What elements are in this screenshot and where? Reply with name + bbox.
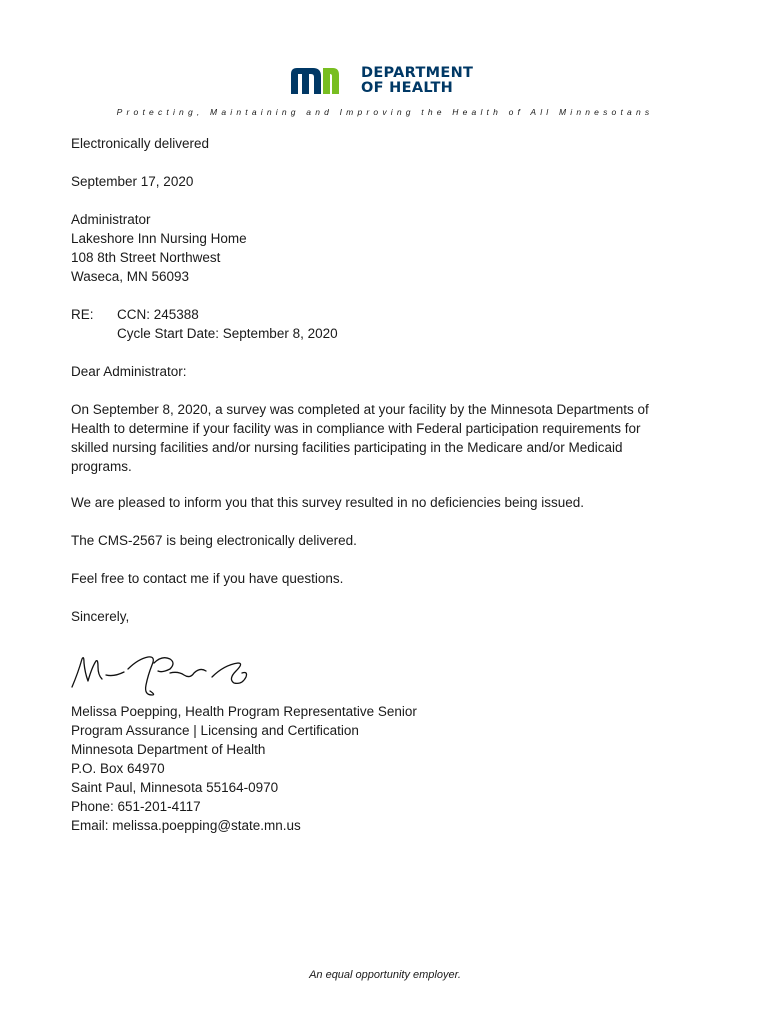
re-reference bbox=[117, 305, 338, 343]
signer-name-title: Melissa Poepping, Health Program Representative Senior bbox=[71, 704, 417, 719]
mn-logo bbox=[289, 66, 341, 96]
recipient-line: 108 8th Street Northwest bbox=[71, 250, 221, 265]
letter-date: September 17, 2020 bbox=[71, 174, 194, 189]
body-paragraph: We are pleased to inform you that this survey resulted in no deficiencies being issued. bbox=[71, 495, 585, 510]
signer-city: Saint Paul, Minnesota 55164-0970 bbox=[71, 780, 279, 795]
re-ccn: CCN: 245388 bbox=[117, 307, 199, 322]
signer-unit: Program Assurance | Licensing and Certification bbox=[71, 723, 359, 738]
letterhead bbox=[0, 60, 770, 100]
department-line-2: OF HEALTH bbox=[361, 80, 454, 96]
department-line-1: DEPARTMENT bbox=[361, 65, 474, 81]
department-name bbox=[361, 66, 473, 96]
footer-note: An equal opportunity employer. bbox=[309, 969, 461, 981]
recipient-line: Lakeshore Inn Nursing Home bbox=[71, 231, 247, 246]
salutation: Dear Administrator: bbox=[71, 364, 187, 379]
signer-po-box: P.O. Box 64970 bbox=[71, 761, 165, 776]
signer-email[interactable]: Email: melissa.poepping@state.mn.us bbox=[71, 818, 301, 833]
body-paragraph: Feel free to contact me if you have questions. bbox=[71, 571, 344, 586]
signature-block bbox=[71, 702, 417, 835]
recipient-line: Administrator bbox=[71, 212, 151, 227]
delivery-note: Electronically delivered bbox=[71, 136, 210, 151]
re-cycle-start: Cycle Start Date: September 8, 2020 bbox=[117, 326, 338, 341]
re-label: RE: bbox=[71, 307, 94, 322]
recipient-address bbox=[71, 210, 247, 286]
closing: Sincerely, bbox=[71, 609, 130, 624]
recipient-line: Waseca, MN 56093 bbox=[71, 269, 190, 284]
agency-tagline: Protecting, Maintaining and Improving the Health of All Minnesotans bbox=[116, 107, 654, 117]
body-paragraph: On September 8, 2020, a survey was completed at your facility by the Minnesota Departments of Health to determine if your facility was in compliance with Federal participation requirements for skilled nursing facilities and/or nursing facilities participating in the Medicare and/or Medicaid programs. bbox=[71, 402, 649, 474]
signer-agency: Minnesota Department of Health bbox=[71, 742, 266, 757]
signer-phone: Phone: 651-201-4117 bbox=[71, 799, 201, 814]
body-paragraph: The CMS-2567 is being electronically delivered. bbox=[71, 533, 357, 548]
handwritten-signature bbox=[66, 645, 266, 705]
